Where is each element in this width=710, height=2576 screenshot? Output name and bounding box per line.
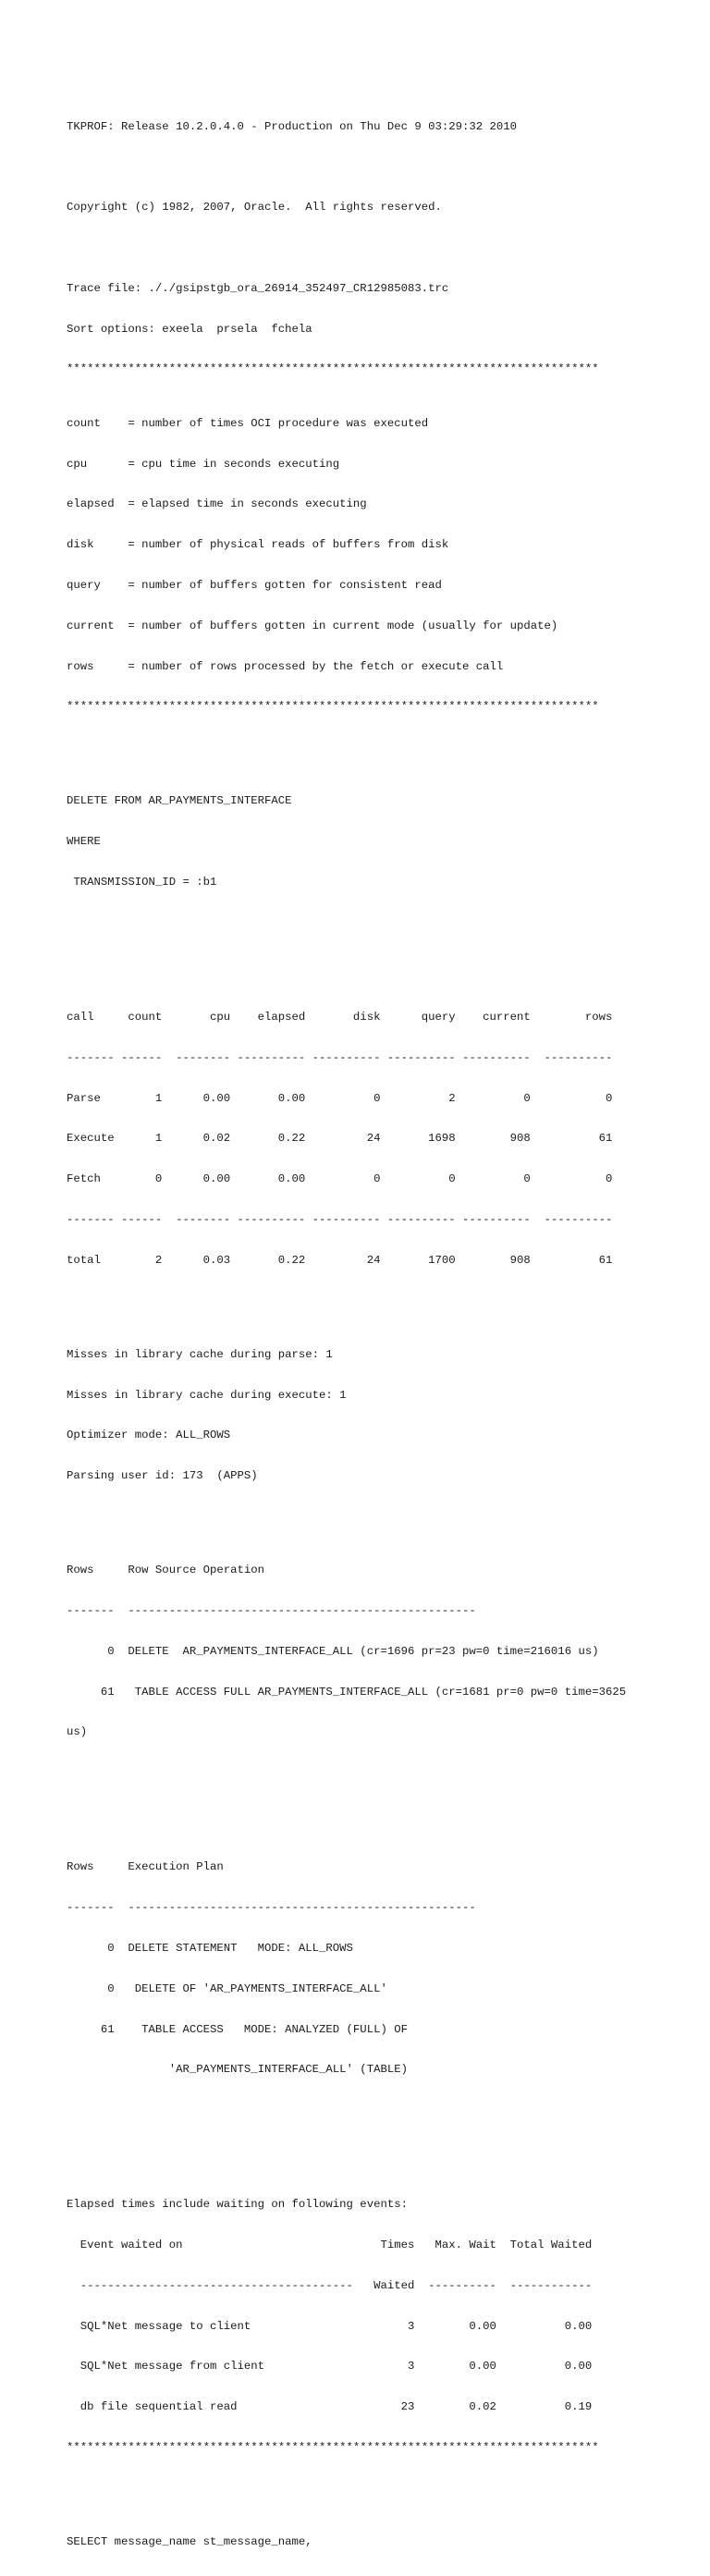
call-table-row-execute: Execute 1 0.02 0.22 24 1698 908 61 [67, 1132, 613, 1146]
blank-line [67, 241, 695, 255]
execution-plan-header: Rows Execution Plan [67, 1860, 224, 1874]
release-line: TKPROF: Release 10.2.0.4.0 - Production on Thu Dec 9 03:29:32 2010 [67, 119, 518, 133]
misses-parse-line: Misses in library cache during parse: 1 [67, 1347, 333, 1361]
separator-line: ****************************************************************************** [67, 700, 599, 714]
call-table-rule: ------- ------ -------- ---------- ---------- ---------- ---------- ---------- [67, 1050, 613, 1064]
execution-plan-rule: ------- --------------------------------------------------- [67, 1901, 476, 1915]
row-source-rule: ------- --------------------------------------------------- [67, 1604, 476, 1618]
wait-event-row: db file sequential read 23 0.02 0.19 [67, 2400, 593, 2414]
blank-line [67, 957, 695, 971]
legend-line-current: current = number of buffers gotten in current mode (usually for update) [67, 619, 558, 632]
blank-line [67, 2482, 695, 2496]
wait-events-header: Event waited on Times Max. Wait Total Waited [67, 2239, 593, 2251]
wait-event-row: SQL*Net message to client 3 0.00 0.00 [67, 2319, 593, 2333]
blank-line [67, 1807, 695, 1821]
optimizer-mode-line: Optimizer mode: ALL_ROWS [67, 1429, 231, 1442]
legend-line-count: count = number of times OCI procedure was executed [67, 416, 429, 430]
sql-statement-line: WHERE [67, 835, 101, 849]
execution-plan-row: 'AR_PAYMENTS_INTERFACE_ALL' (TABLE) [67, 2063, 408, 2077]
call-table-row-fetch: Fetch 0 0.00 0.00 0 0 0 0 [67, 1172, 613, 1186]
legend-line-cpu: cpu = cpu time in seconds executing [67, 457, 340, 471]
blank-line [67, 1510, 695, 1524]
sort-options-line: Sort options: exeela prsela fchela [67, 322, 312, 336]
legend-line-query: query = number of buffers gotten for consistent read [67, 578, 442, 592]
call-table-row-parse: Parse 1 0.00 0.00 0 2 0 0 [67, 1091, 613, 1105]
copyright-line: Copyright (c) 1982, 2007, Oracle. All rights reserved. [67, 201, 442, 215]
call-table-header: call count cpu elapsed disk query current rows [67, 1010, 613, 1024]
legend-line-elapsed: elapsed = elapsed time in seconds executing [67, 497, 367, 511]
row-source-row-wrap: us) [67, 1725, 88, 1739]
row-source-header: Rows Row Source Operation [67, 1564, 265, 1577]
wait-events-title: Elapsed times include waiting on following events: [67, 2198, 408, 2212]
sql-statement-line: TRANSMISSION_ID = :b1 [67, 876, 217, 889]
blank-line [67, 1294, 695, 1307]
row-source-row: 0 DELETE AR_PAYMENTS_INTERFACE_ALL (cr=1696 pr=23 pw=0 time=216016 us) [67, 1644, 599, 1658]
separator-line: ****************************************************************************** [67, 2440, 599, 2454]
parsing-user-line: Parsing user id: 173 (APPS) [67, 1469, 258, 1483]
sql-statement-line: DELETE FROM AR_PAYMENTS_INTERFACE [67, 794, 292, 808]
legend-line-rows: rows = number of rows processed by the fetch or execute call [67, 659, 504, 673]
blank-line [67, 161, 695, 175]
trace-file-line: Trace file: ././gsipstgb_ora_26914_352497_CR12985083.trc [67, 281, 449, 295]
misses-execute-line: Misses in library cache during execute: 1 [67, 1388, 347, 1402]
call-table-rule: ------- ------ -------- ---------- ---------- ---------- ---------- ---------- [67, 1212, 613, 1226]
call-table-row-total: total 2 0.03 0.22 24 1700 908 61 [67, 1253, 613, 1267]
next-statement-line: SELECT message_name st_message_name, [67, 2535, 312, 2549]
blank-line [67, 916, 695, 930]
legend-line-disk: disk = number of physical reads of buffers from disk [67, 538, 449, 552]
execution-plan-row: 0 DELETE STATEMENT MODE: ALL_ROWS [67, 1941, 353, 1955]
blank-line [67, 2144, 695, 2158]
wait-event-row: SQL*Net message from client 3 0.00 0.00 [67, 2360, 593, 2374]
tkprof-report [67, 80, 695, 2576]
wait-events-rule: ---------------------------------------- Waited ---------- ------------ [67, 2278, 593, 2292]
separator-line: ****************************************************************************** [67, 362, 599, 376]
row-source-row: 61 TABLE ACCESS FULL AR_PAYMENTS_INTERFACE_ALL (cr=1681 pr=0 pw=0 time=3625 [67, 1685, 627, 1699]
execution-plan-row: 0 DELETE OF 'AR_PAYMENTS_INTERFACE_ALL' [67, 1981, 387, 1995]
blank-line [67, 754, 695, 768]
execution-plan-row: 61 TABLE ACCESS MODE: ANALYZED (FULL) OF [67, 2022, 408, 2036]
blank-line [67, 1766, 695, 1780]
blank-line [67, 2104, 695, 2117]
